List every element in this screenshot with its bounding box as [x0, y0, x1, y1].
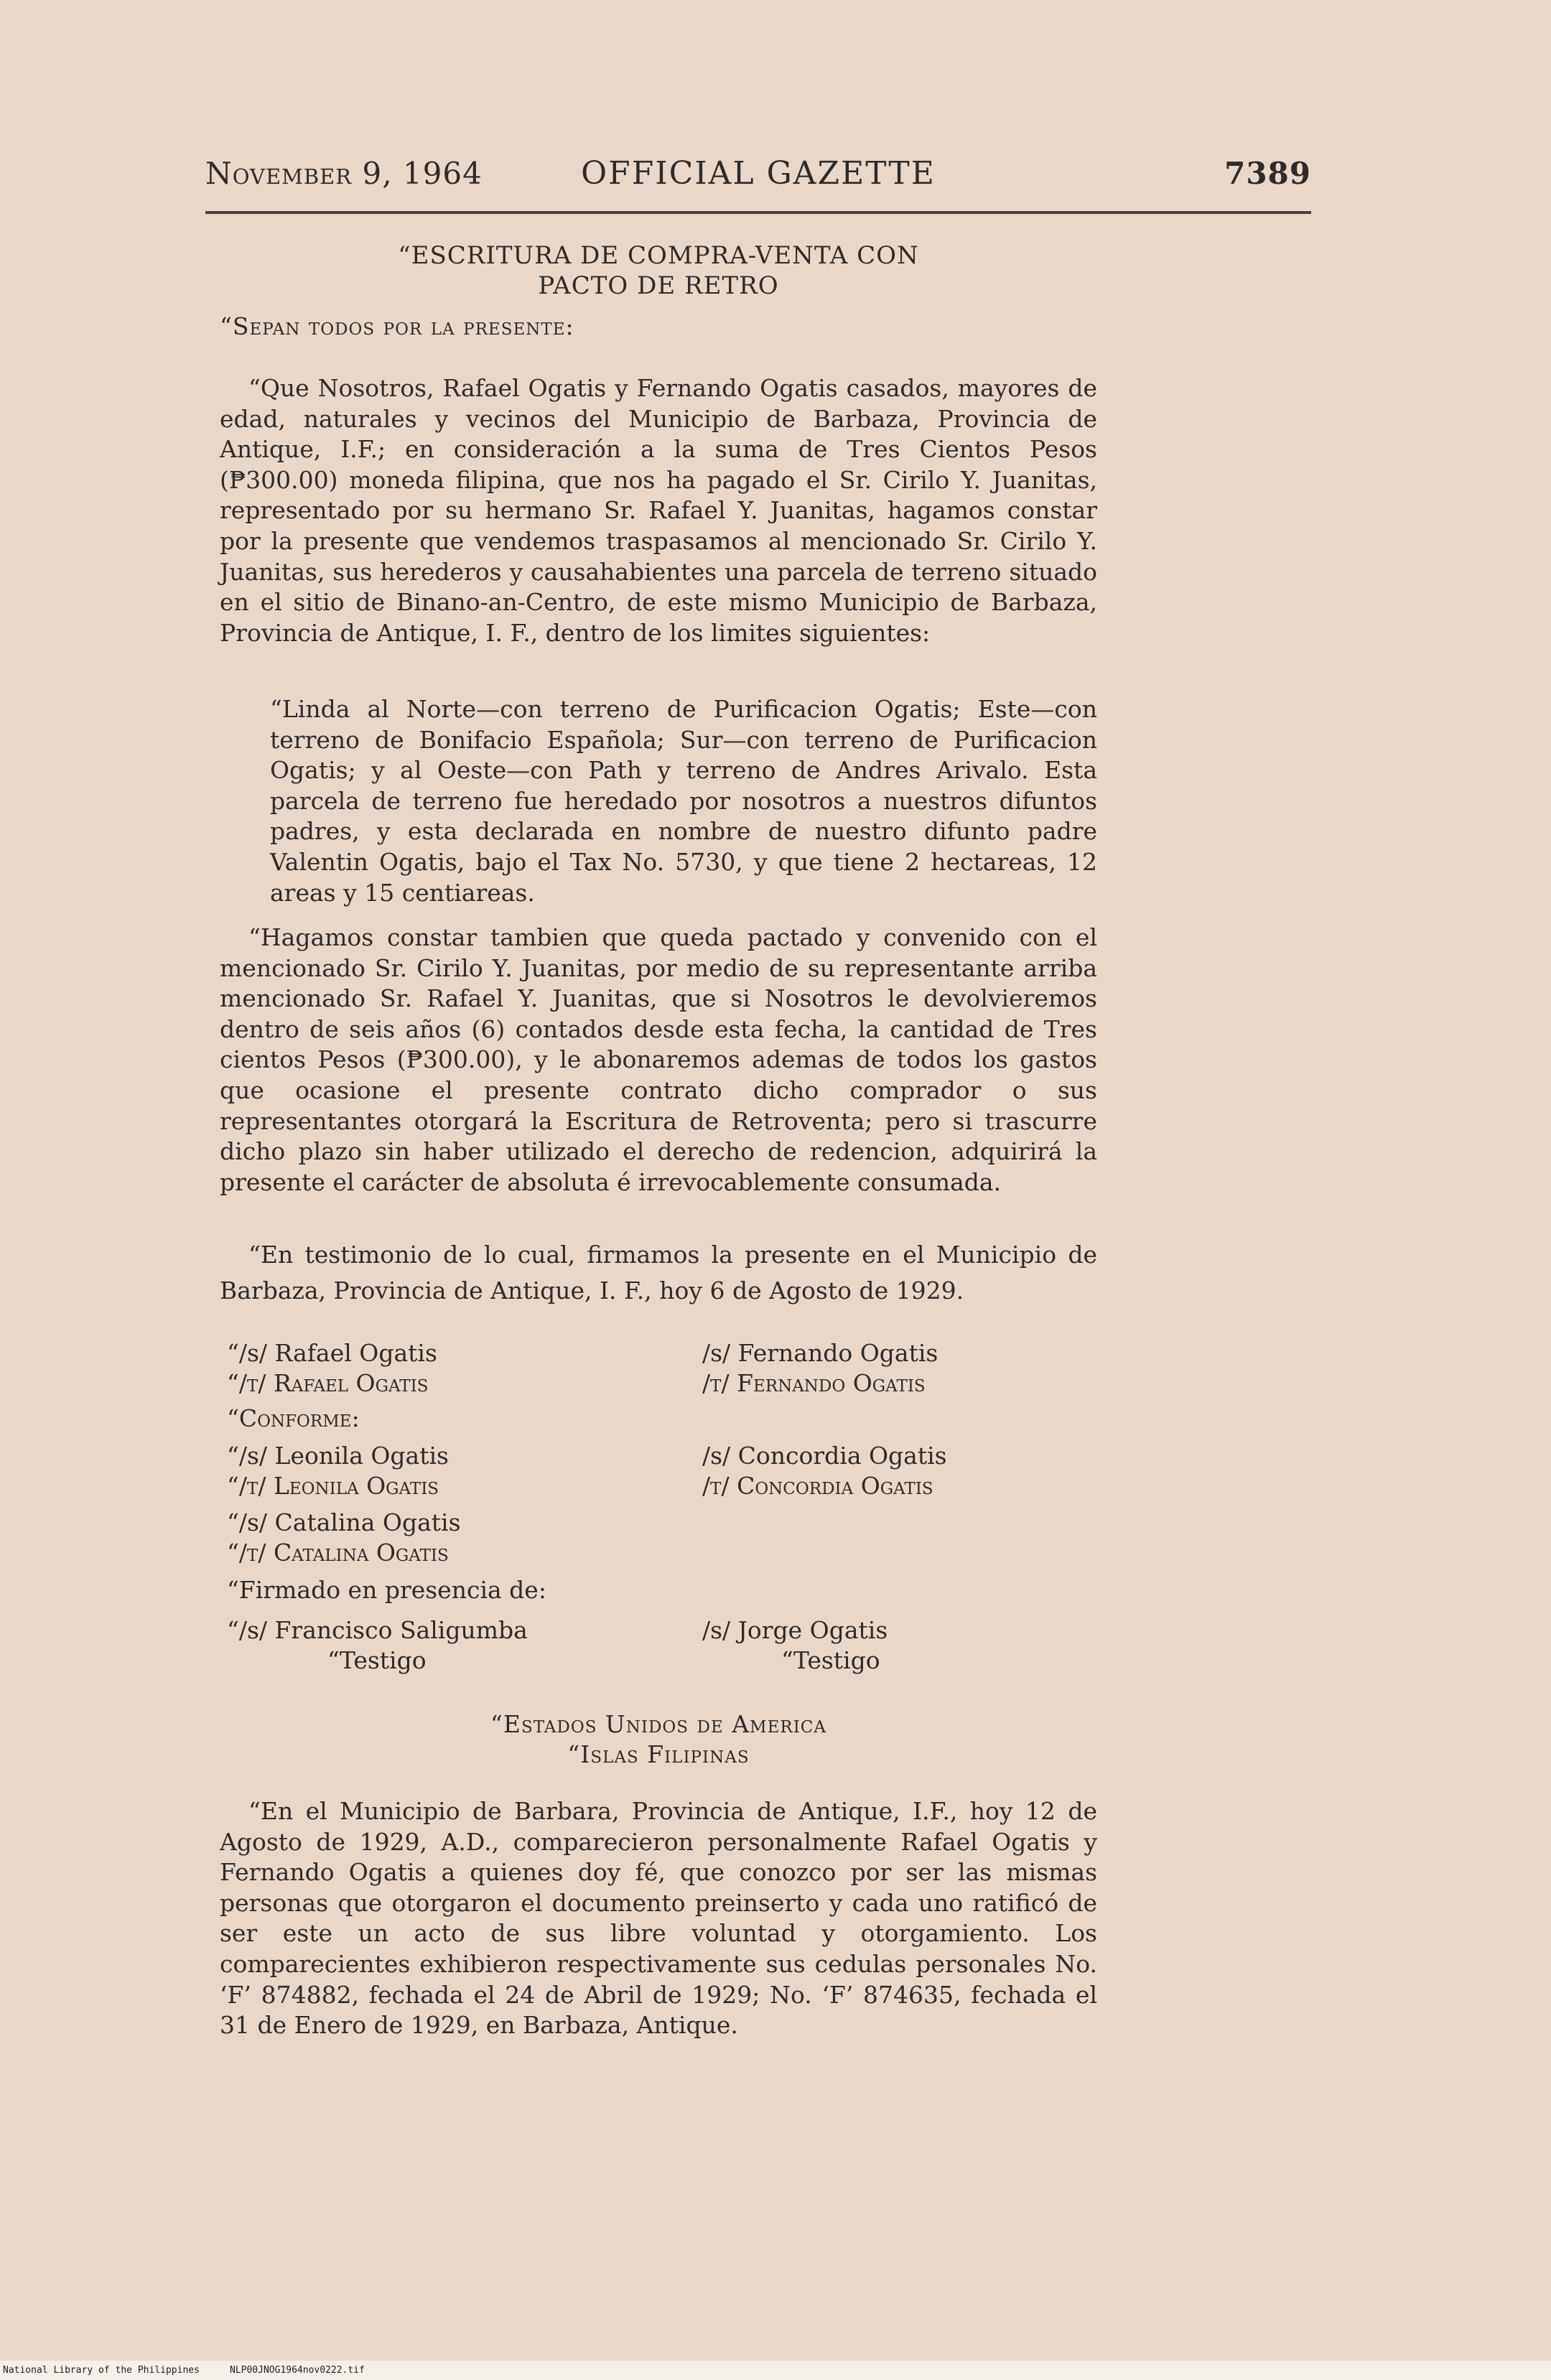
signature-catalina-s: “/s/ Catalina Ogatis — [227, 1508, 461, 1536]
signature-fernando-t: /t/ Fernando Ogatis — [702, 1369, 926, 1397]
signature-fernando-s: /s/ Fernando Ogatis — [702, 1339, 938, 1367]
ack-heading-country: “Estados Unidos de America — [490, 1710, 827, 1738]
document-title-line1: “ESCRITURA DE COMPRA-VENTA CON — [398, 241, 919, 270]
salutation: “Sepan todos por la presente: — [220, 312, 574, 340]
signature-leonila-s: “/s/ Leonila Ogatis — [227, 1442, 449, 1470]
footer-library: National Library of the Philippines — [3, 2365, 200, 2376]
running-header — [205, 152, 1311, 195]
signature-concordia-s: /s/ Concordia Ogatis — [702, 1442, 947, 1470]
header-title: OFFICIAL GAZETTE — [581, 155, 936, 192]
signature-rafael-s: “/s/ Rafael Ogatis — [227, 1339, 437, 1367]
witness-role-francisco: “Testigo — [327, 1646, 427, 1674]
signature-francisco-s: “/s/ Francisco Saligumba — [227, 1616, 528, 1644]
footer-filename: NLP00JNOG1964nov0222.tif — [230, 2365, 365, 2376]
paragraph-acknowledgment: “En el Municipio de Barbara, Provincia de Antique, I.F., hoy 12 de Agosto de 1929, A.D., comparecieron personalmente Rafael Ogatis y Fernando Ogatis a quienes doy fé, que conozco por ser las mismas personas que otorgaron el documento preinserto y cada uno ratificó de ser este un acto de sus libre voluntad y otorgamiento. Los comparecientes exhibieron respectivamente sus cedulas personales No. ‘F’ 874882, fechada el 24 de Abril de 1929; No. ‘F’ 874635, fechada el 31 de Enero de 1929, en Barbaza, Antique. — [220, 1797, 1097, 2040]
header-page-number: 7389 — [1224, 156, 1311, 191]
signature-concordia-t: /t/ Concordia Ogatis — [702, 1472, 933, 1500]
paragraph-sale: “Que Nosotros, Rafael Ogatis y Fernando Ogatis casados, mayores de edad, naturales y vecinos del Municipio de Barbaza, Provincia de Antique, I.F.; en consideración a la suma de Tres Cientos Pesos (₱300.00) moneda filipina, que nos ha pagado el Sr. Cirilo Y. Juanitas, representado por su hermano Sr. Rafael Y. Juanitas, hagamos constar por la presente que vendemos traspasamos al mencionado Sr. Cirilo Y. Juanitas, sus herederos y causahabientes una parcela de terreno situado en el sitio de Binano-an-Centro, de este mismo Municipio de Barbaza, Provincia de Antique, I. F., dentro de los limites siguientes: — [220, 374, 1097, 647]
witness-label: “Firmado en presencia de: — [227, 1576, 546, 1604]
signature-catalina-t: “/t/ Catalina Ogatis — [227, 1539, 449, 1567]
paragraph-testimony: “En testimonio de lo cual, firmamos la presente en el Municipio de Barbaza, Provincia de Antique, I. F., hoy 6 de Agosto de 1929. — [220, 1241, 1097, 1305]
signature-jorge-s: /s/ Jorge Ogatis — [702, 1616, 888, 1644]
signature-leonila-t: “/t/ Leonila Ogatis — [227, 1472, 439, 1500]
document-title-line2: PACTO DE RETRO — [538, 271, 779, 300]
witness-role-jorge: “Testigo — [781, 1646, 880, 1674]
signature-rafael-t: “/t/ Rafael Ogatis — [227, 1369, 429, 1397]
paragraph-boundaries: “Linda al Norte—con terreno de Purificacion Ogatis; Este—con terreno de Bonifacio Española; Sur—con terreno de Purificacion Ogatis; y al Oeste—con Path y terreno de Andres Arivalo. Esta parcela de terreno fue heredado por nosotros a nuestros difuntos padres, y esta declarada en nombre de nuestro difunto padre Valentin Ogatis, bajo el Tax No. 5730, y que tiene 2 hectareas, 12 areas y 15 centiareas. — [270, 695, 1097, 907]
header-date: November 9, 1964 — [205, 156, 483, 191]
conforme-label: “Conforme: — [227, 1404, 360, 1432]
paragraph-retro-terms: “Hagamos constar tambien que queda pactado y convenido con el mencionado Sr. Cirilo Y. Juanitas, por medio de su representante arriba mencionado Sr. Rafael Y. Juanitas, que si Nosotros le devolvieremos dentro de seis años (6) contados desde esta fecha, la cantidad de Tres cientos Pesos (₱300.00), y le abonaremos ademas de todos los gastos que ocasione el presente contrato dicho comprador o sus representantes otorgará la Escritura de Retroventa; pero si trascurre dicho plazo sin haber utilizado el derecho de redencion, adquirirá la presente el carácter de absoluta é irrevocablemente consumada. — [220, 923, 1097, 1196]
header-rule — [205, 211, 1311, 214]
ack-heading-islands: “Islas Filipinas — [567, 1740, 750, 1768]
